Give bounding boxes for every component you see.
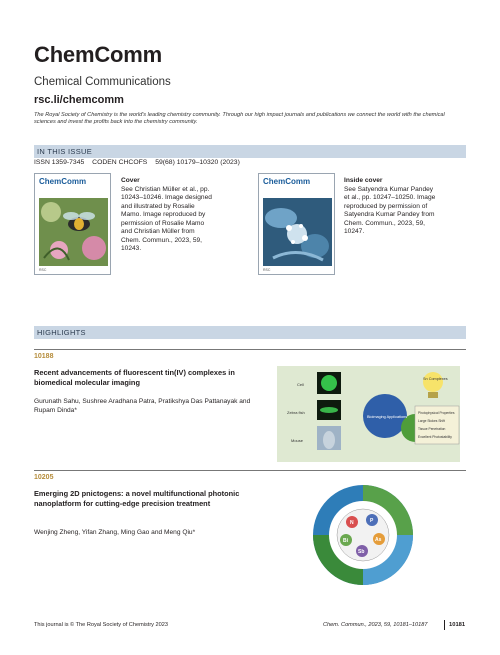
rsc-logo: RSC (39, 268, 47, 272)
inside-cover-image[interactable] (258, 173, 335, 275)
rsc-logo-2: RSC (263, 268, 271, 272)
inside-cover-label: Inside cover (344, 177, 383, 184)
cover-label: Cover (121, 177, 140, 184)
element-sb: Sb (358, 549, 365, 555)
graphic-label-cell: Cell (297, 382, 304, 387)
inside-cover-description: See Satyendra Kumar Pandey et al., pp. 10247–10250. Image reproduced by permission of Satyendra Kumar Pandey from Chem. Commun., 2023, 59, 10247. (344, 185, 436, 235)
bee-illustration (39, 198, 106, 264)
element-as: As (375, 537, 382, 543)
highlight-title[interactable]: Recent advancements of fluorescent tin(IV) complexes in biomedical molecular imaging (34, 368, 235, 387)
graphic-label-photostability: Excellent Photostability (418, 435, 452, 439)
highlight-authors-2: Wenjing Zheng, Yifan Zhang, Ming Gao and Meng Qiu* (34, 529, 196, 536)
volume: 59(68) 10179–10320 (2023) (155, 159, 240, 166)
highlight-page: 10188 (34, 353, 54, 360)
highlight-divider-2 (34, 470, 466, 471)
page-number: 10181 (449, 622, 466, 628)
graphic-label-sn-complexes: Sn Complexes (423, 377, 448, 381)
element-p: P (370, 518, 374, 524)
highlight-page-2: 10205 (34, 474, 54, 481)
graphic-label-tissue: Tissue Penetration (418, 427, 446, 431)
footer-copyright: This journal is © The Royal Society of Chemistry 2023 (34, 622, 168, 628)
in-this-issue-bar: IN THIS ISSUE (34, 145, 466, 158)
journal-url[interactable]: rsc.li/chemcomm (34, 94, 124, 106)
graphic-label-bioimaging: Bioimaging Applications (367, 415, 408, 419)
journal-subtitle: Chemical Communications (34, 76, 171, 88)
coden: CODEN CHCOFS (92, 159, 148, 166)
rsc-blurb: The Royal Society of Chemistry is the world's leading chemistry community. Through our high impact journals and publications we connect the world with the chemical sciences and invest the profits back into the chemistry community. (34, 112, 445, 126)
graphic-label-photophysical: Photophysical Properties (418, 411, 455, 415)
issue-line (34, 159, 246, 166)
highlight-graphic-pnictogens (312, 484, 414, 586)
highlight-divider (34, 349, 466, 350)
highlight-authors: Gurunath Sahu, Sushree Aradhana Patra, Pratikshya Das Pattanayak and Rupam Dinda* (34, 398, 251, 414)
graphic-label-zebrafish: Zebra fish (287, 410, 305, 415)
element-n: N (350, 520, 354, 526)
highlights-bar: HIGHLIGHTS (34, 326, 466, 339)
highlight-graphic-tin-complexes (277, 366, 460, 462)
graphic-label-stokes: Large Stokes Shift (418, 419, 445, 423)
cover-caption (121, 177, 213, 254)
inside-cover-masthead: ChemComm (263, 177, 311, 186)
highlight-title-2[interactable]: Emerging 2D pnictogens: a novel multifunctional photonic nanoplatform for cutting-edge precision treatment (34, 489, 240, 508)
footer-citation-block (323, 622, 428, 628)
footer-divider (444, 620, 445, 630)
cover-masthead: ChemComm (39, 177, 87, 186)
inside-cover-caption (344, 177, 436, 237)
cover-image[interactable] (34, 173, 111, 275)
issn: ISSN 1359-7345 (34, 159, 85, 166)
cover-description: See Christian Müller et al., pp. 10243–10246. Image designed and illustrated by Rosalie Mamo. Image reproduced by permission of Rosalie Mamo and Christian Müller from Chem. Commun., 2023, 59, 10243. (121, 185, 212, 252)
journal-title: ChemComm (34, 42, 162, 67)
element-bi: Bi (343, 538, 348, 544)
molecule-illustration (263, 198, 330, 264)
graphic-label-mouse: Mouse (291, 438, 304, 443)
footer-citation: Chem. Commun., 2023, 59, 10181–10187 (323, 622, 428, 628)
